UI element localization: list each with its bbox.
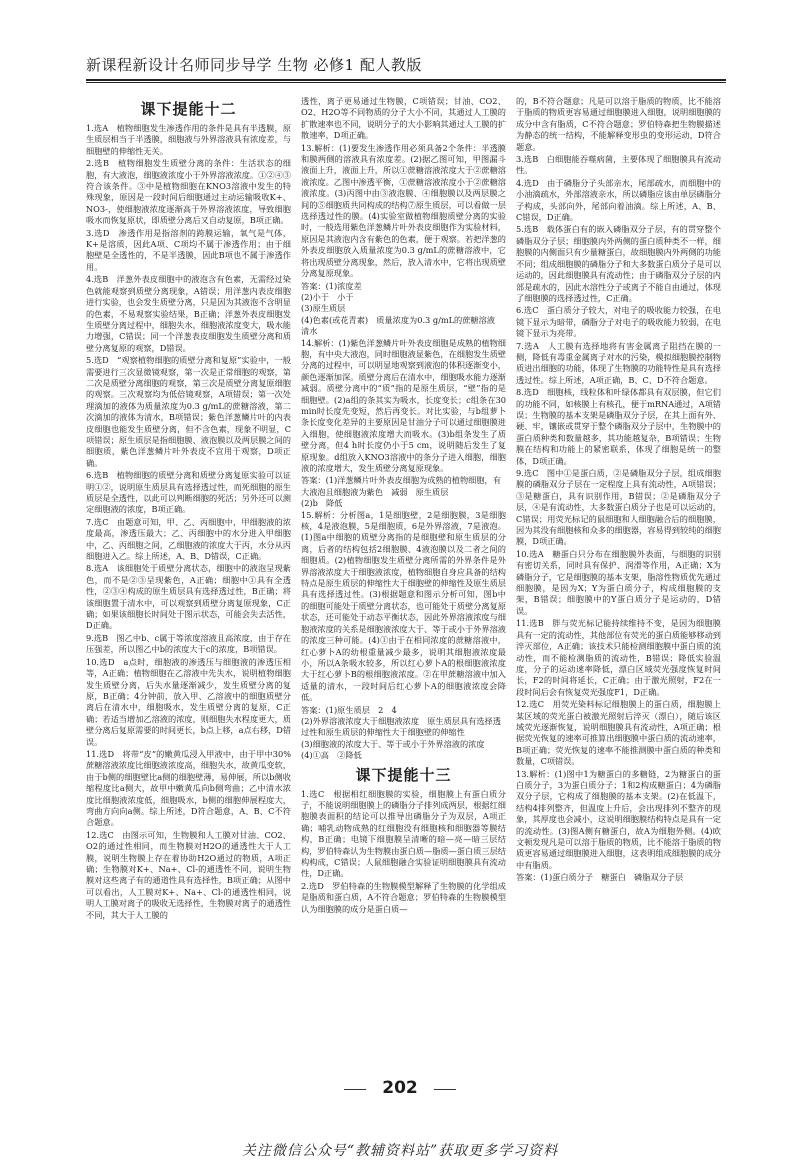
answer-item: 6.选C 蛋白质分子较大，对电子的吸收能力较强，在电镜下显示为暗带，磷脂分子对电子的吸收能力较弱，在电镜下显示为亮带。 — [516, 305, 721, 339]
section-title-13: 课下提能十三 — [355, 765, 452, 784]
answer-key-line: 答案：(1)蛋白质分子 糖蛋白 磷脂双分子层 — [516, 872, 684, 883]
answer-item: 14.解析：(1)紫色洋葱鳞片叶外表皮细胞是成熟的植物细胞，有中央大液泡，同时细胞液显紫色，在细胞发生质壁分离的过程中，可以明显地观察到液泡的体积逐渐变小，颜色逐渐加深。质壁分离后在清水中，细胞吸水能力逐渐减弱。质壁分离中的“质”指的是原生质层，“壁”指的是细胞壁。(2)a组的条其实为吸水，长度变长；c组条在30 min时长度先变短，然后再变长。对比实验，与b组萝卜条长度变化差异的主要原因是甘油分子可以通过细胞膜进入细胞，使细胞液浓度增大而吸水。(3)b组条发生了质壁分离，但4 h时长度仍小于5 cm，说明随后发生了复原现象。d组放入KNO3溶液中的条分子进入细胞，细胞液的浓度增大，发生质壁分离复原现象。 — [301, 337, 506, 473]
page-header — [86, 54, 726, 84]
answer-key-line: (2)b 降低 — [301, 498, 343, 509]
answer-item: 7.选A 人工膜有选择地将有害金属离子阻挡在膜的一侧，降低有毒重金属离子对水的污染，模拟细胞膜控制物质进出细胞的功能，体现了生物膜的功能特性是具有选择透过性。综上所述，A项正确，B、C、D不符合题意。 — [516, 340, 721, 385]
page-number: 202 — [382, 1078, 418, 1098]
answer-item: 9.选C 图中①是蛋白质，②是磷脂双分子层，组成细胞膜的磷脂双分子层在一定程度上具有流动性，A项错误；③是糖蛋白，具有识别作用，B错误；②是磷脂双分子层，④是有流动性，大多数蛋白质分子也是可以运动的，C错误；用荧光标记的鼠细胞和人细胞融合后的细胞膜，因为其没有细胞核和众多的细胞器，容易得到较纯的细胞膜，D项正确。 — [516, 468, 721, 547]
answer-key-line: (4)色素(或花青素) 质量浓度为0.3 g/mL的蔗糖溶液 清水 — [301, 314, 504, 337]
answer-item: 10.选A 糖蛋白只分布在细胞膜外表面，与细胞的识别有密切关系，同时具有保护、润滑等作用，A正确；X为磷脂分子，它是细胞膜的基本支架，脂溶性物质优先通过细胞膜，是因为X；Y为蛋白质分子，构成细胞膜的支架，B错误；细胞膜中的Y蛋白质分子是运动的，D错误。 — [516, 548, 721, 616]
answer-item: 11.选D 将带“皮”的嫩黄瓜浸入甲液中，由于甲中30%蔗糖溶液浓度比细胞液浓度高，细胞失水，故黄瓜变软，由于b侧的细胞壁比a侧的细胞壁薄，易伸展，所以b侧收缩程度比a侧大，故甲中嫩黄瓜向b侧弯曲；乙中清水浓度比细胞液浓度低，细胞吸水，b侧的细胞伸展程度大，弯曲方向向a侧。综上所述，D符合题意，A、B、C不符合题意。 — [86, 748, 291, 828]
answer-item: 4.选D 由于磷脂分子头部亲水，尾部疏水，而细胞中的小油滴疏水，外部溶液亲水，所以磷脂应该由单层磷脂分子构成，头部向外，尾部向着油滴。综上所述，A、B、C错误，D正确。 — [516, 177, 721, 223]
answer-item: 的，B不符合题意；凡是可以溶于脂质的物质，比不能溶于脂质的物质更容易通过细胞膜进入细胞，说明细胞膜的成分中含有脂质，C不符合题意；罗伯特森把生物膜描述为静态的统一结构，不能解释变形虫的变形运动，D符合题意。 — [516, 96, 721, 152]
answer-key-line: (4)①高 ②降低 — [301, 750, 362, 761]
text-columns — [86, 96, 726, 1112]
answer-item: 13.解析：(1)要发生渗透作用必须具备2个条件：半透膜和膜两侧的溶液具有浓度差。(2)据乙图可知，甲图漏斗液面上升，液面上升，所以①蔗糖溶液浓度大于②蔗糖溶液浓度。乙图中渗透平衡，①蔗糖溶液浓度小于②蔗糖溶液浓度。(3)丙图中由③液泡膜、④细胞膜以及两层膜之间的⑤细胞质共同构成的结构⑦原生质层，可以看做一层选择透过性的膜。(4)实验室做植物细胞质壁分离的实验时，一般选用紫色洋葱鳞片叶外表皮细胞作为实验材料，原因是其液泡内含有紫色的色素，便于观察。若把洋葱的外表皮细胞放入质量浓度为0.3 g/mL的蔗糖溶液中，它将出现质壁分离现象，然后，放入清水中，它将出现质壁分离复原现象。 — [301, 142, 506, 279]
column-right — [516, 96, 721, 1112]
answer-item: 13.解析：(1)图中1为糖蛋白的多糖链，2为糖蛋白的蛋白质分子，3为蛋白质分子；1和2构成糖蛋白；4为磷脂双分子层，它构成了细胞膜的基本支架。(2)在低温下，结构4排列整齐，但温度上升后，会出现排列不整齐的现象，其厚度也会减小，这说明细胞膜结构特点是具有一定的流动性。(3)图A侧有糖蛋白，故A为细胞外侧。(4)欧文顿发现凡是可以溶于脂质的物质，比不能溶于脂质的物质更容易通过细胞膜进入细胞，这表明组成细胞膜的成分中有脂质。 — [516, 768, 721, 870]
answer-key-line: 答案：(1)洋葱鳞片叶外表皮细胞为成熟的植物细胞，有大液泡且细胞液为紫色 减弱 原生质层 — [301, 475, 501, 497]
footer-note: 关注微信公众号“教辅资料站”获取更多学习资料 — [241, 1143, 559, 1159]
header-title: 新课程新设计名师同步导学 生物 必修1 配人教版 — [86, 56, 422, 74]
answer-item: 1.选A 植物细胞发生渗透作用的条件是具有半透膜，原生质层相当于半透膜，细胞液与外界溶液具有浓度差，与细胞壁的伸缩性无关。 — [86, 123, 291, 156]
answer-key-line: 答案：(1)原生质层 2 4 — [301, 704, 397, 715]
answer-item: 15.解析：分析图a，1是细胞壁，2是细胞膜，3是细胞核，4是液泡膜，5是细胞质，6是外界溶液，7是液泡。(1)图a中细胞的质壁分离指的是细胞壁和原生质层的分离，后者的结构包括2细胞膜、4液泡膜以及二者之间的细胞质。(2)植物细胞发生质壁分离所需的外界条件是外界溶液浓度大于细胞液浓度，植物细胞自身应具备的结构特点是原生质层的伸缩性大于细胞壁的伸缩性及原生质层具有选择透过性。(3)根据题意和图示分析可知，图b中的细胞可能处于质壁分离状态，也可能处于质壁分离复原状态，还可能处于动态平衡状态，因此外界溶液浓度与细胞液浓度的关系是细胞液浓度大于、等于或小于外界溶液的浓度三种可能。(4)①由于在相同浓度的蔗糖溶液中，红心萝卜A的幼根重量减少最多，说明其细胞液浓度最小，所以A条吸水较多，所以红心萝卜A的根细胞液浓度大于红心萝卜B的根细胞液浓度。②在甲蔗糖溶液中加入适量的清水，一段时间后红心萝卜A的细胞液浓度会降低。 — [301, 509, 506, 703]
header-rule — [86, 79, 726, 81]
answer-key-line: (3)细胞液的浓度大于、等于或小于外界溶液的浓度 — [301, 738, 485, 749]
answer-key-line: (2)外界溶液浓度大于细胞液浓度 原生质层具有选择透过性和原生质层的伸缩性大于细胞壁的伸缩性 — [301, 715, 501, 738]
page-number-dash-right — [434, 1089, 456, 1090]
answer-item: 8.选D 细胞核，线粒体和叶绿体都具有双层膜，但它们的功能不同，如核膜上有核孔，便于mRNA通过，A项错误；生物膜的基本支架是磷脂双分子层，在其上面有外、硬、牢，镶嵌或贯穿于整个磷脂双分子层中，生物膜中的蛋白质种类和数量越多，其功能越复杂，B项错误；生物膜在结构和功能上的紧密联系，体现了细胞是统一的整体，D项正确。 — [516, 387, 721, 466]
answer-item: 透性，离子更易通过生物膜，C项错误；甘油、CO2、O2、H2O等不同物质的分子大小不同，其通过人工膜的扩散速率也不同，说明分子的大小影响其通过人工膜的扩散速率，D项正确。 — [301, 96, 506, 141]
answer-key-line: (3)原生质层 — [301, 303, 346, 314]
section-title-12: 课下提能十二 — [140, 100, 237, 118]
answer-item: 5.选D “观察植物细胞的质壁分离和复原”实验中，一般需要进行三次显微镜观察，第一次是正常细胞的观察，第二次是质壁分离细胞的观察，第三次是质壁分离复原细胞的观察。三次观察均为低倍镜观察，A项错误；第一次处理滴加的液体为质量浓度为0.3 g/mL的蔗糖溶液，第二次滴加的液体为清水，B项错误；紫色洋葱鳞片叶的内表皮细胞也能发生质壁分离，但不含色素，现象不明显，C项错误；原生质层是指细胞膜、液泡膜以及两层膜之间的细胞质，紫色洋葱鳞片叶外表皮不宜用于观察，D项正确。 — [86, 355, 291, 468]
answer-item: 4.选B 洋葱外表皮细胞中的液泡含有色素，无需经过染色就能观察到质壁分离现象，A错误；用洋葱内表皮细胞进行实验，也会发生质壁分离，只是因为其液泡不含明显的色素，不易观察实验结果，B正确；洋葱外表皮细胞发生质壁分离过程中，细胞失水，细胞液浓度变大，吸水能力增强，C错误；同一个洋葱表皮细胞发生质壁分离和质壁分离复原的观察，D错误。 — [86, 274, 291, 353]
answer-item: 3.选B 白细胞能吞噬病菌，主要体现了细胞膜具有流动性。 — [516, 154, 721, 176]
answer-item: 9.选B 图乙中b、c属于等浓度溶液且高浓度，由于存在压强差，所以图乙中b的浓度大于c的浓度，B项错误。 — [86, 632, 291, 655]
answer-item: 6.选B 植物细胞的质壁分离和质壁分离复原实验可以证明①②，说明原生质层具有选择透过性，而死细胞的原生质层是全透性，以此可以判断细胞的死活；另外还可以测定细胞液的浓度，B项正确。 — [86, 470, 291, 515]
answer-key-line: (2)小于 小于 — [301, 291, 354, 302]
answer-item: 11.选B 胖与荧光标记能持续维持不变，是因为细胞膜具有一定的流动性，其他部位有荧光的蛋白质能够移动到淬灭部位，A正确；该技术只能检测细胞膜中蛋白质的流动性，而不能检测脂质的流动性，B错误；降低实验温度，分子的运动速率降低，漂白区域荧光强度恢复时间长，F2的时间将延长，C正确；由于激光照射，F2在一段时间后会有恢复荧光强度F1，D正确。 — [516, 618, 721, 697]
answer-key-line: 答案：(1)浓度差 — [301, 280, 362, 291]
answer-item: 12.选C 由图示可知，生物膜和人工膜对甘油、CO2、O2的通过性相同，而生物膜对H2O的通透性大于人工膜，说明生物膜上存在着协助H2O通过的物质，A项正确；生物膜对K+、Na+、Cl-的通透性不同，说明生物膜对这些离子有的通道性具有选择性，B项正确；从图中可以看出，人工膜对K+、Na+、Cl-的通透性相同，说明人工膜对离子的吸收无选择性，生物膜对离子的通透性不同，其大于人工膜的 — [86, 829, 291, 920]
answer-item: 2.选D 罗伯特森的生物膜模型解释了生物膜的化学组成是脂质和蛋白质，A不符合题意；罗伯特森的生物膜模型认为细胞膜的成分是蛋白质— — [301, 880, 506, 914]
answer-item: 1.选C 根据相红细胞膜的实验，细胞膜上有蛋白质分子，不能说明细胞膜上的磷脂分子排列成两层，根据红细胞膜表面积的结论可以推导出磷脂分子为双层，A项正确；哺乳动物成熟的红细胞没有细胞核和细胞器等膜结构，B正确；电镜下细胞膜呈清晰的暗—亮—暗三层结构，罗伯特森认为生物膜由蛋白质—脂质—蛋白质三层结构构成，C错误；人鼠细胞融合实验证明细胞膜具有流动性，D正确。 — [301, 788, 506, 879]
answer-item: 12.选C 用荧光染料标记细胞膜上的蛋白质，细胞膜上某区域的荧光蛋白被激光照射后淬灭（漂白），随后该区域荧光逐渐恢复，说明细胞膜具有流动性，A项正确；根据荧光恢复的速率可推算出细胞膜中蛋白质的流动速率，B项正确；荧光恢复的速率不能推测膜中蛋白质的种类和数量，C项错误。 — [516, 699, 721, 767]
answer-item: 3.选D 渗透作用是指溶剂的跨膜运输，氧气是气体，K+是溶质，因此A项、C项均不属于渗透作用；由于细胞壁是全透性的，不是半透膜，因此B项也不属于渗透作用。 — [86, 227, 291, 272]
answer-item: 2.选B 植物细胞发生质壁分离的条件：生活状态的细胞，有大液泡，细胞液浓度小于外界溶液浓度。①②④③符合该条件。③中是植物细胞在KNO3溶液中发生的特殊现象，原因是一段时间后细胞通过主动运输吸收K+、NO3-，使细胞液浓度逐渐高于外界溶液浓度，导致细胞吸水而恢复原状，即质壁分离后又自动复原，B项正确。 — [86, 158, 291, 226]
answer-item: 5.选B 载体蛋白有的嵌入磷脂双分子层，有的贯穿整个磷脂双分子层；细胞膜内外两侧的蛋白质种类不一样，细胞膜的内侧面只有少量糖蛋白，故细胞膜内外两侧的功能不同；组成细胞膜的磷脂分子和大多数蛋白质分子是可以运动的，因此细胞膜具有流动性；由于磷脂双分子层的内部是疏水的，因此水溶性分子或离子不能自由通过，体现了细胞膜的选择透过性，C正确。 — [516, 224, 721, 303]
answer-item: 7.选C 由题意可知，甲、乙、丙细胞中，甲细胞液的浓度最高，渗透压最大；乙、丙细胞中的水分进入甲细胞中，乙、丙细胞之间，乙细胞液的浓度大于丙，水分从丙细胞进入乙。综上所述，A、B、D错误，C正确。 — [86, 516, 291, 562]
column-middle — [301, 96, 506, 1112]
answer-item: 10.选D a点时，细胞液的渗透压与细胞液的渗透压相等，A正确；植物细胞在乙溶液中先失水，说明植物细胞发生质壁分离，后失水量逐渐减少，发生质壁分离的复原，B正确；4分钟前，放入甲、乙溶液中的细胞质壁分离后在清水中，细胞吸水，发生质壁分离的复原，C正确；若适当增加乙溶液的浓度，则细胞失水程度更大，质壁分离后复原需要的时间更长，b点上移，a点右移，D错误。 — [86, 656, 291, 747]
column-left — [86, 96, 291, 1112]
answer-item: 8.选A 该细胞处于质壁分离状态，细胞中的液泡呈现紫色，而不是②③呈现紫色，A正确；细胞中①具有全透性，②③④构成的原生质层具有选择透过性，B正确；将该细胞置于清水中，可以观察到质壁分离复原现象，C正确；如果该细胞长时间处于图示状态，可能会失去活性，D正确。 — [86, 563, 291, 631]
header-rule-thin — [86, 82, 726, 83]
